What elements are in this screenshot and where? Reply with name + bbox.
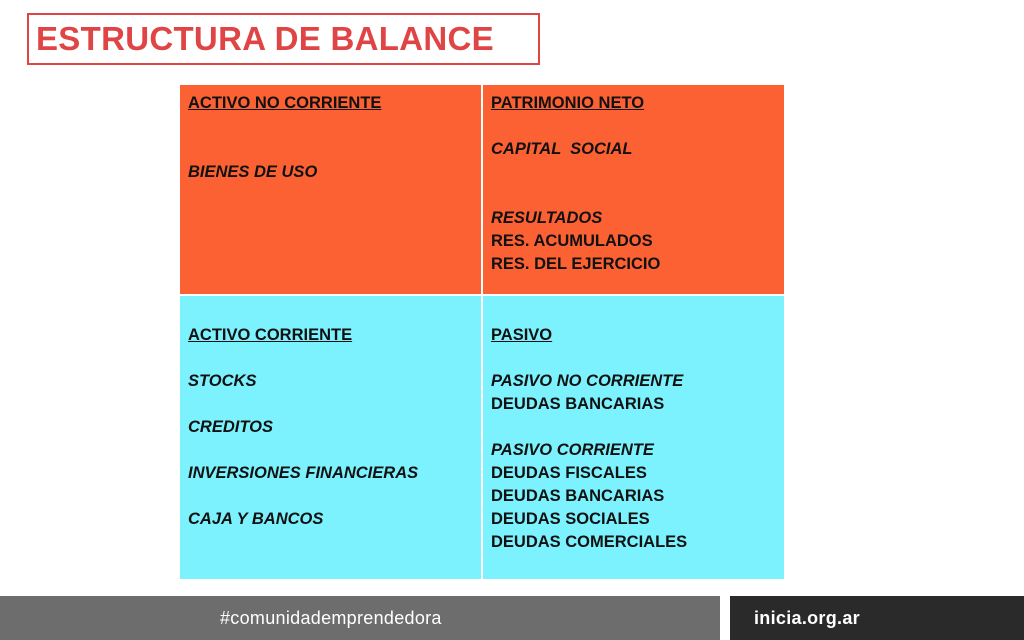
deudas-comerciales-item: DEUDAS COMERCIALES: [491, 533, 688, 551]
page-title: ESTRUCTURA DE BALANCE: [36, 20, 494, 57]
activo-corriente-quadrant: [180, 296, 481, 579]
activo-corriente-heading: ACTIVO CORRIENTE: [188, 326, 353, 344]
deudas-bancarias-c-item: DEUDAS BANCARIAS: [491, 487, 665, 505]
creditos-item: CREDITOS: [188, 418, 273, 436]
patrimonio-neto-quadrant: [483, 85, 784, 294]
pasivo-corriente-label: PASIVO CORRIENTE: [491, 441, 654, 459]
bienes-de-uso-item: BIENES DE USO: [188, 163, 318, 181]
footer-hashtag: #comunidademprendedora: [220, 607, 442, 628]
title-box: [27, 13, 540, 65]
caja-y-bancos-item: CAJA Y BANCOS: [188, 510, 324, 528]
stocks-item: STOCKS: [188, 372, 257, 390]
res-ejercicio-item: RES. DEL EJERCICIO: [491, 255, 661, 273]
patrimonio-neto-heading: PATRIMONIO NETO: [491, 94, 645, 112]
pasivo-heading: PASIVO: [491, 326, 553, 344]
resultados-label: RESULTADOS: [491, 209, 603, 227]
deudas-sociales-item: DEUDAS SOCIALES: [491, 510, 650, 528]
inversiones-financieras-item: INVERSIONES FINANCIERAS: [188, 464, 419, 482]
pasivo-no-corriente-label: PASIVO NO CORRIENTE: [491, 372, 684, 390]
footer-site-link[interactable]: inicia.org.ar: [754, 607, 860, 628]
activo-no-corriente-heading: ACTIVO NO CORRIENTE: [188, 94, 382, 112]
res-acumulados-item: RES. ACUMULADOS: [491, 232, 653, 250]
footer-hashtag-bar: [0, 596, 720, 640]
capital-social-item: CAPITAL SOCIAL: [491, 140, 633, 158]
footer-site-bar: [730, 596, 1024, 640]
deudas-fiscales-item: DEUDAS FISCALES: [491, 464, 647, 482]
deudas-bancarias-nc-item: DEUDAS BANCARIAS: [491, 395, 665, 413]
pasivo-quadrant: [483, 296, 784, 579]
activo-no-corriente-quadrant: [180, 85, 481, 294]
balance-grid: [180, 85, 784, 579]
